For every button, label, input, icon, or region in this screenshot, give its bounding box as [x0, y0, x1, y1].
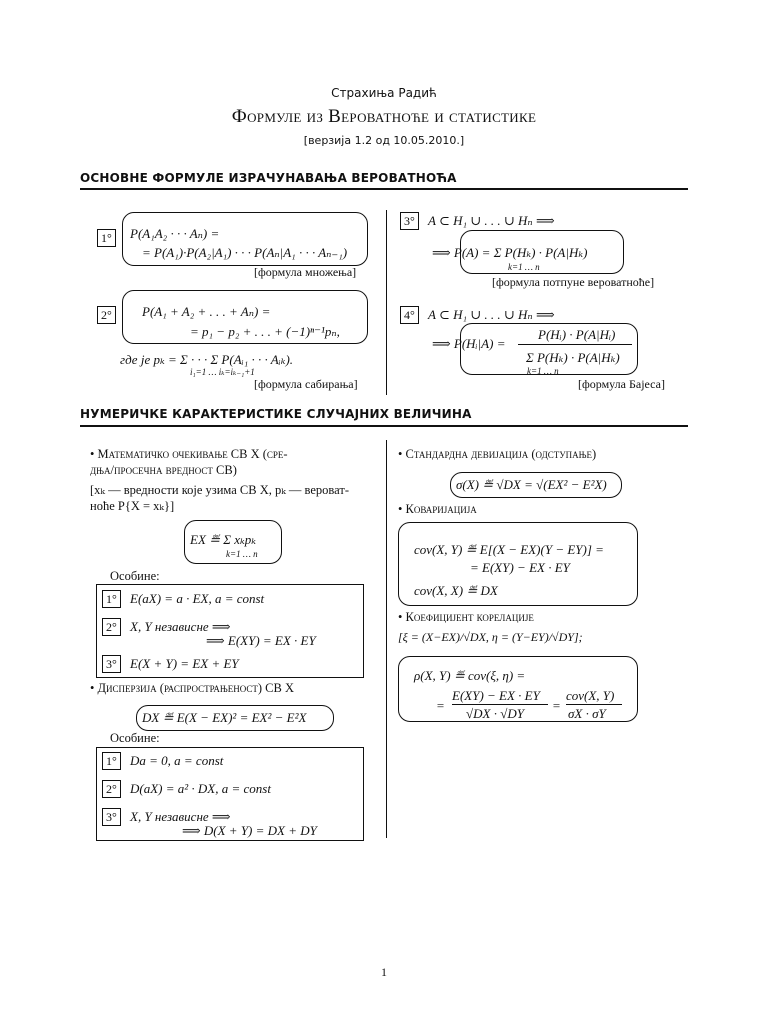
column-divider [386, 210, 387, 395]
fraction-denominator: √DX · √DY [466, 706, 524, 721]
formula-line: cov(X, X) ≝ DX [414, 583, 498, 598]
section-heading-numerical: НУМЕРИЧКЕ КАРАКТЕРИСТИКЕ СЛУЧАЈНИХ ВЕЛИЧИНА [80, 407, 472, 421]
stddev-heading: • Стандардна девијација (одступање) [398, 447, 597, 461]
expectation-note: [xₖ — вредности које узима СВ X, pₖ — вероват- [90, 483, 350, 497]
variance-heading: • Дисперзија (распрострањеност) СВ X [90, 681, 294, 695]
property-number: 3° [102, 655, 121, 673]
formula-number: 1° [97, 229, 116, 247]
formula-condition: A ⊂ H₁ ∪ . . . ∪ Hₙ ⟹ [428, 307, 555, 322]
property-number: 3° [102, 808, 121, 826]
formula-tag: [формула множења] [254, 265, 357, 279]
formula-line: где је pₖ = Σ · · · Σ P(Aᵢ₁ · · · Aᵢₖ). [120, 352, 294, 367]
sum-limits: k=1 … n [527, 366, 559, 376]
column-divider [386, 440, 387, 838]
formula-line: σ(X) ≝ √DX = √(EX² − E²X) [456, 477, 607, 492]
version-label: [верзија 1.2 од 10.05.2010.] [303, 134, 465, 147]
formula-line: = E(XY) − EX · EY [470, 560, 570, 575]
fraction-bar [566, 704, 622, 705]
formula-line: DX ≝ E(X − EX)² = EX² − E²X [142, 710, 307, 725]
formula-line: P(A₁ + A₂ + . . . + Aₙ) = [142, 304, 271, 319]
property-text: Da = 0, a = const [130, 753, 224, 768]
page-number: 1 [381, 965, 387, 979]
formula-tag: [формула сабирања] [254, 377, 358, 391]
sum-limits: k=1 … n [226, 549, 258, 559]
sum-limits: i₁=1 … iₖ=iₖ₋₁+1 [190, 367, 255, 377]
formula-line: ρ(X, Y) ≝ cov(ξ, η) = [414, 668, 526, 683]
sum-limits: k=1 … n [508, 262, 540, 272]
page-title: Формуле из Вероватноће и статистике [231, 106, 537, 127]
fraction-numerator: E(XY) − EX · EY [452, 688, 540, 703]
property-text: X, Y независне ⟹ [130, 809, 231, 824]
formula-line: EX ≝ Σ xₖpₖ [190, 532, 257, 547]
formula-tag: [формула потпуне вероватноће] [492, 275, 655, 289]
formula-line: ⟹ P(Hᵢ|A) = [432, 336, 506, 351]
formula-line: = p₁ − p₂ + . . . + (−1)ⁿ⁻¹pₙ, [190, 324, 340, 339]
property-number: 2° [102, 618, 121, 636]
covariance-heading: • Коваријација [398, 502, 477, 516]
property-number: 2° [102, 780, 121, 798]
formula-line: P(A₁A₂ · · · Aₙ) = [130, 226, 220, 241]
formula-number: 2° [97, 306, 116, 324]
expectation-note: ноће P{X = xₖ}] [90, 499, 175, 513]
expectation-heading: • Математичко очекивање СВ X (сре- [90, 447, 288, 461]
author: Страхиња Радић [331, 86, 437, 100]
formula-number: 3° [400, 212, 419, 230]
formula-equals: = [552, 698, 561, 713]
property-text: D(aX) = a² · DX, a = const [130, 781, 271, 796]
property-text: ⟹ E(XY) = EX · EY [206, 633, 316, 648]
formula-tag: [формула Бајеса] [578, 377, 665, 391]
formula-line: ⟹ P(A) = Σ P(Hₖ) · P(A|Hₖ) [432, 245, 588, 260]
fraction-denominator: σX · σY [568, 706, 606, 721]
properties-label: Особине: [110, 569, 160, 583]
fraction-numerator: cov(X, Y) [566, 688, 615, 703]
properties-label: Особине: [110, 731, 160, 745]
formula-condition: A ⊂ H₁ ∪ . . . ∪ Hₙ ⟹ [428, 213, 555, 228]
property-number: 1° [102, 752, 121, 770]
formula-line: cov(X, Y) ≝ E[(X − EX)(Y − EY)] = [414, 542, 604, 557]
formula-equals: = [436, 698, 445, 713]
property-text: E(X + Y) = EX + EY [130, 656, 239, 671]
section-heading-basic: ОСНОВНЕ ФОРМУЛЕ ИЗРАЧУНАВАЊА ВЕРОВАТНОЋА [80, 171, 457, 185]
property-number: 1° [102, 590, 121, 608]
property-text: ⟹ D(X + Y) = DX + DY [182, 823, 317, 838]
property-text: E(aX) = a · EX, a = const [130, 591, 265, 606]
formula-line: = P(A₁)·P(A₂|A₁) · · · P(Aₙ|A₁ · · · Aₙ₋₁) [142, 245, 348, 260]
fraction-denominator: Σ P(Hₖ) · P(A|Hₖ) [526, 350, 620, 365]
property-text: X, Y независне ⟹ [130, 619, 231, 634]
correlation-definition: [ξ = (X−EX)/√DX, η = (Y−EY)/√DY]; [398, 630, 583, 644]
expectation-heading: дња/просечна вредност СВ) [90, 463, 237, 477]
formula-number: 4° [400, 306, 419, 324]
section-rule [80, 188, 688, 190]
section-rule [80, 425, 688, 427]
correlation-heading: • Коефицијент корелације [398, 610, 534, 624]
fraction-numerator: P(Hᵢ) · P(A|Hᵢ) [538, 327, 616, 342]
fraction-bar [518, 344, 632, 345]
fraction-bar [452, 704, 548, 705]
